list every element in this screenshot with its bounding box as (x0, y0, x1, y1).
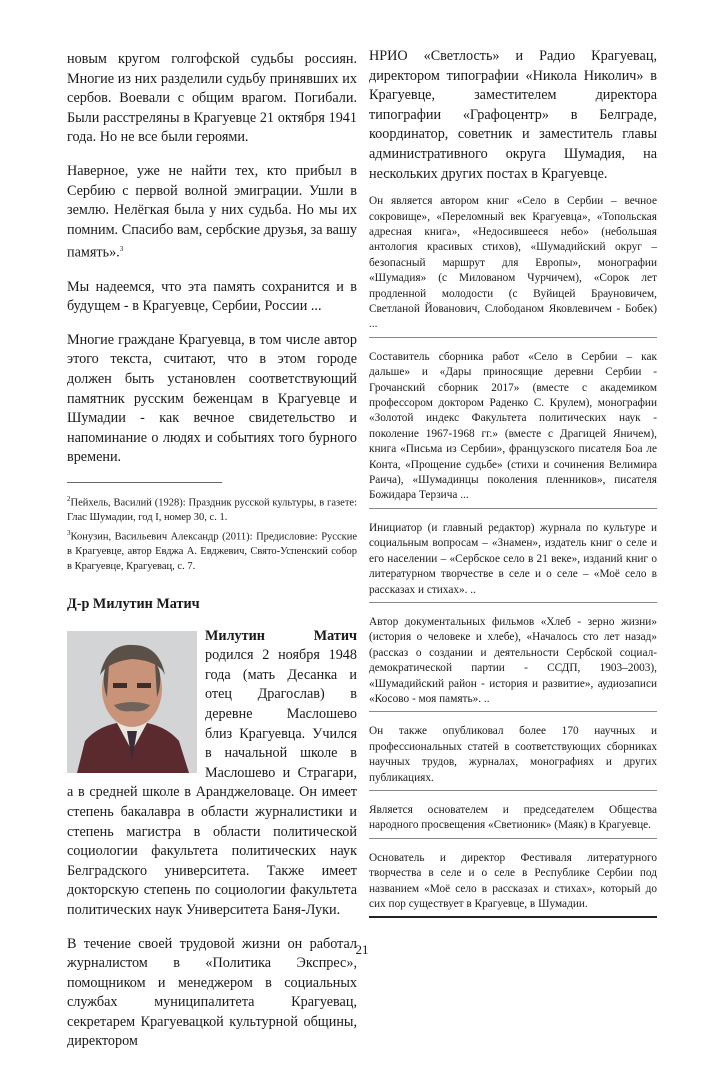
portrait-image (67, 631, 197, 773)
footnote-divider (67, 482, 222, 483)
bio-text: родился 2 ноября 1948 года (мать Десанка и отец Драгослав) в деревне Маслошево близ Крагуевца. Учился в начальной школе в Маслошево и Страгари, а в средней школе в Аранджеловаце. Он имеет степень бакалавра в области журналистики и степень магистра в области политической социологии факультета политических наук Белградского университета. Также имеет докторскую степень по социологии факультета политических наук Университета Баня-Луки. (67, 647, 357, 918)
paragraph (67, 162, 357, 264)
bio-paragraph (67, 627, 357, 921)
boxed-paragraph: Является основателем и председателем Общества народного просвещения «Светионик» (Маяк) в Крагуевце. (369, 803, 657, 839)
boxed-paragraph: Автор документальных фильмов «Хлеб - зерно жизни» (история о человеке и хлебе), «Началось сто лет назад» (рассказ о создании и деятельности Сербской социал-демократической партии - ССДП, 1903–2003), «Шумадийский район - история и развитие», аудиозаписи «Косово - моя память». .. (369, 615, 657, 712)
boxed-paragraph: Основатель и директор Фестиваля литературного творчества в селе и о селе в Республике Сербии под названием «Моё село в рассказах и стихах», который до сих пор существует в Крагуевце, в Шумадии. (369, 851, 657, 919)
paragraph-text: Наверное, уже не найти тех, кто прибыл в Сербию с первой волной эмиграции. Ушли в землю. Нелёгкая была у них судьба. Но мы их помним. Спасибо вам, сербские друзья, за вашу память». (67, 162, 357, 262)
left-column (67, 50, 357, 1066)
paragraph: НРИО «Светлость» и Радио Крагуевац, директором типографии «Никола Николич» в Крагуевце, заместителем директора типографии «Графоцентр» в Белграде, координатор, советник и заместитель главы административного округа Шумадия, на нескольких других постах в Крагуевце. (369, 48, 657, 182)
footnote-number: 3 (67, 529, 71, 538)
footnote-text: Конузин, Васильевич Александр (2011): Предисловие: Русские в Крагуевце, автор Евджа А. Евджевич, Свято-Успенский собор в Крагуевце, Крагуевац, с. 7. (67, 531, 357, 573)
boxed-paragraph: Он является автором книг «Село в Сербии – вечное сокровище», «Переломный век Крагуевца», «Топольская адресная книга», «Недосившееся небо» (небольшая антология красивых стихов), «Шумадийский округ – безопасный маршрут для Европы», монографии «Шумадия» (с Милованом Чурчичем), «Сорок лет продленной молодости (с Вуйицей Брауновичем, Светланой Йованович, Слободаном Яковлевичем - Бобек) ... (369, 194, 657, 338)
paragraph: новым кругом голгофской судьбы россиян. Многие из них разделили судьбу принявших их сербов. Воевали с общим врагом. Погибали. Были расстреляны в Крагуевце 21 октября 1941 года. Но не все были героями. (67, 51, 357, 146)
footnote (67, 526, 357, 575)
page-number: 21 (355, 942, 369, 957)
paragraph: Мы надеемся, что эта память сохранится и в будущем - в Крагуевце, Сербии, России ... (67, 278, 357, 315)
footnote-text: Пейхель, Василий (1928): Праздник русской культуры, в газете: Глас Шумадии, год I, номер 30, с. 1. (67, 497, 357, 524)
portrait-photo (67, 631, 197, 773)
bio-paragraph: В течение своей трудовой жизни он работал журналистом в «Политика Экспрес», помощником и менеджером в социальных службах муниципалитета Крагуевац, секретарем Крагуевацкой культурной общины, директором (67, 935, 357, 1050)
footnote-number: 2 (67, 495, 71, 504)
boxed-paragraph: Составитель сборника работ «Село в Сербии – как дальше» и «Дары приносящие деревни Сербии - Грочанский сборник 2017» (вместе с академиком профессором доктором Раденко С. Крулем), монографии «Золотой индекс Факультета политических наук - поколение 1967-1968 гг.» (вместе с Драгицей Яничем), книга «Письма из Сербии», французского писателя Боа ле Конта, «Прощение судьбе» (стихи и сочинения Велимира Раича), «Шумадинцы поколения пленников», писателя Божидара Терзича ... (369, 350, 657, 509)
paragraph: Многие граждане Крагуевца, в том числе автор этого текста, считают, что в этом городе должен быть установлен соответствующий памятник русским беженцам в Крагуевце и Шумадии - как вечное свидетельство и напоминание о людях и событиях того бурного времени. (67, 331, 357, 466)
footnote-ref: 3 (119, 245, 124, 254)
bio-name: Милутин Матич (205, 627, 357, 644)
boxed-paragraph: Он также опубликовал более 170 научных и профессиональных статей в соответствующих сборниках научных трудов, журналах, монографиях и других публикациях. (369, 724, 657, 791)
boxed-paragraph: Инициатор (и главный редактор) журнала по культуре и социальным вопросам – «Знамен», издатель книг о селе и его населении – «Сербское село в 21 веке», изданий книг о литературном творчестве в селе и о селе – «Моё село в рассказах и стихах». .. (369, 521, 657, 603)
footnote (67, 492, 357, 526)
section-heading: Д-р Милутин Матич (67, 596, 200, 612)
right-column (369, 47, 657, 930)
